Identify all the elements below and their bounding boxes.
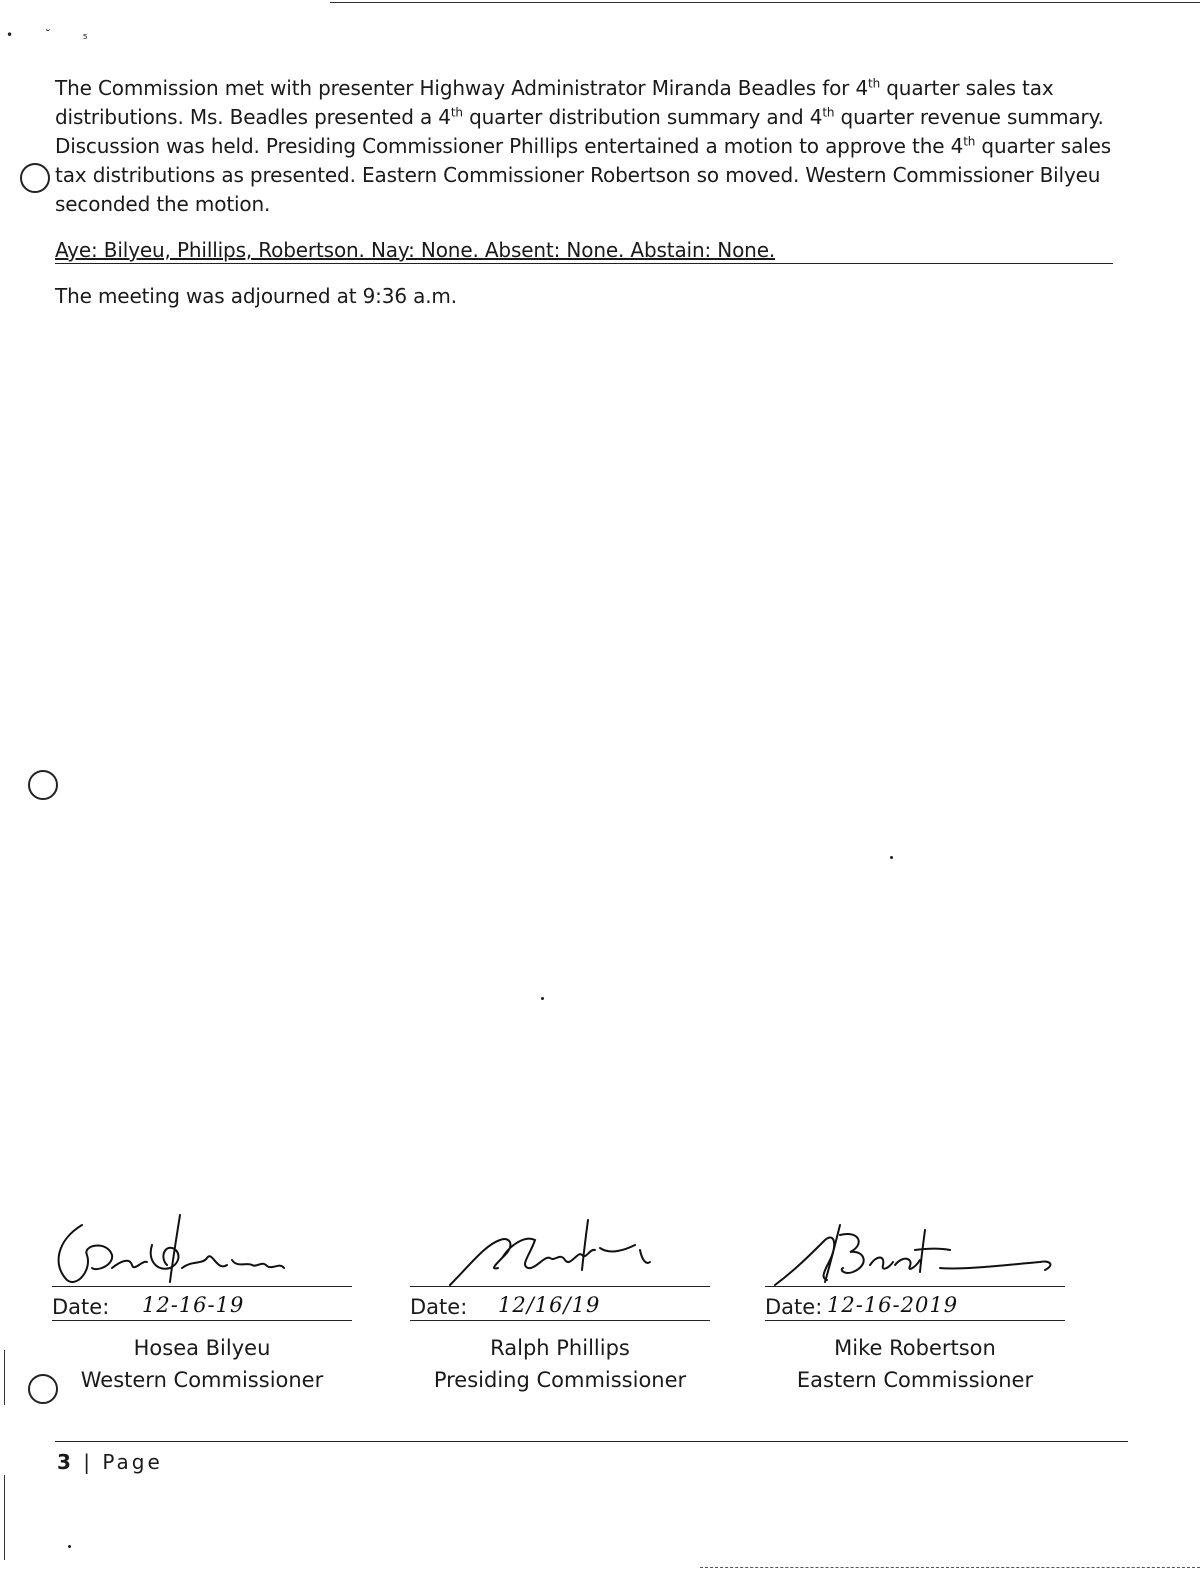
scan-speck xyxy=(890,856,893,859)
minutes-paragraph xyxy=(55,74,1115,219)
punch-hole-middle xyxy=(28,770,58,800)
ordinal-suffix: th xyxy=(963,134,976,149)
handwritten-date: 12-16-2019 xyxy=(827,1293,959,1317)
signer-role: Eastern Commissioner xyxy=(796,1368,1034,1392)
minutes-text: quarter distribution summary and 4 xyxy=(462,105,823,129)
signer-name: Hosea Bilyeu xyxy=(133,1336,271,1360)
date-field xyxy=(52,1294,352,1321)
punch-hole-top xyxy=(20,163,50,193)
vote-record xyxy=(55,237,1113,264)
handwritten-signature xyxy=(52,1210,352,1290)
handwritten-date: 12-16-19 xyxy=(142,1293,245,1317)
date-field xyxy=(410,1294,710,1321)
scan-edge-line xyxy=(4,1350,5,1405)
signature-line xyxy=(52,1286,352,1287)
page-footer xyxy=(57,1448,163,1476)
signer-role: Presiding Commissioner xyxy=(433,1368,687,1392)
signature-line xyxy=(410,1286,710,1287)
date-label: Date: xyxy=(410,1295,468,1319)
signature-block-phillips xyxy=(410,1210,710,1395)
date-label: Date: xyxy=(52,1295,110,1319)
minutes-text: quarter sales tax distributions. Ms. Beadles presented a 4 xyxy=(55,76,1054,129)
minutes-text: quarter revenue summary. Discussion was held. Presiding Commissioner Phillips entertained a motion to approve the 4 xyxy=(55,105,1104,158)
signer-name: Mike Robertson xyxy=(834,1336,996,1360)
date-label: Date: xyxy=(765,1295,823,1319)
ordinal-suffix: th xyxy=(868,76,881,91)
minutes-text: quarter sales tax distributions as presented. Eastern Commissioner Robertson so moved. Western Commissioner Bilyeu seconded the motion. xyxy=(55,134,1112,216)
ordinal-suffix: th xyxy=(450,105,463,120)
scan-speck xyxy=(68,1545,71,1548)
page-number: 3 xyxy=(57,1450,74,1474)
signature-block-robertson xyxy=(765,1210,1065,1395)
signature-line xyxy=(765,1286,1065,1287)
scan-speck xyxy=(541,997,544,1000)
handwritten-date: 12/16/19 xyxy=(498,1293,601,1317)
handwritten-signature xyxy=(765,1210,1065,1290)
date-field xyxy=(765,1294,1065,1321)
page-separator: | xyxy=(83,1450,94,1474)
signature-block-bilyeu xyxy=(52,1210,352,1395)
vote-text: Aye: Bilyeu, Phillips, Robertson. Nay: None. Absent: None. Abstain: None. xyxy=(55,238,776,262)
ordinal-suffix: th xyxy=(822,105,835,120)
scan-artifact-marks: • ˘ ₅ xyxy=(6,28,102,42)
scan-edge-line xyxy=(4,1475,5,1560)
page-label: Page xyxy=(102,1450,163,1474)
minutes-text: The Commission met with presenter Highway Administrator Miranda Beadles for 4 xyxy=(55,76,869,100)
footer-divider xyxy=(55,1441,1128,1442)
signer-role: Western Commissioner xyxy=(80,1368,324,1392)
adjournment-text: The meeting was adjourned at 9:36 a.m. xyxy=(55,284,457,308)
signer-name: Ralph Phillips xyxy=(490,1336,630,1360)
scan-bottom-rule xyxy=(700,1567,1200,1568)
scan-top-rule xyxy=(330,2,1200,3)
handwritten-signature xyxy=(410,1210,710,1290)
